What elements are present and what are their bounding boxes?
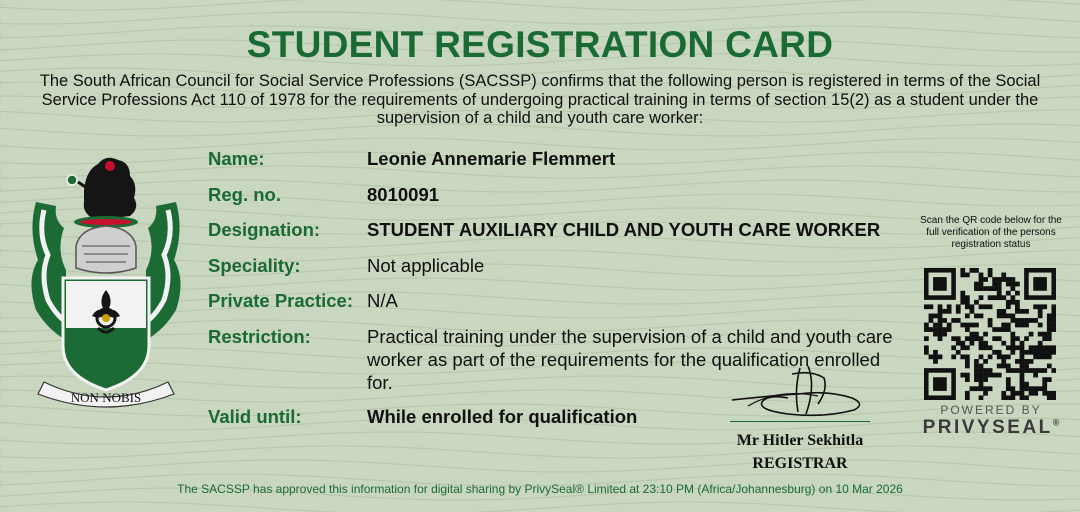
speciality-value: Not applicable: [367, 255, 485, 276]
powered-by-label: POWERED BY: [940, 403, 1042, 417]
speciality-label: Speciality:: [208, 255, 301, 276]
sacssp-crest: [26, 150, 186, 412]
private-practice-value: N/A: [367, 290, 398, 311]
valid-until-value: While enrolled for qualification: [367, 406, 638, 427]
designation-value: STUDENT AUXILIARY CHILD AND YOUTH CARE WORKER: [367, 219, 881, 240]
restriction-value: Practical training under the supervision of a child and youth care worker as part of the requirements for the qualification enrolled for.: [367, 326, 893, 393]
privyseal-logo: [918, 417, 1064, 439]
signature-line: [730, 421, 870, 422]
intro-statement: The South African Council for Social Service Professions (SACSSP) confirms that the following person is registered in terms of the Social Service Professions Act 110 of 1978 for the requirements of undergoing practical training in terms of section 15(2) as a student under the supervision of a child and youth care worker:: [39, 72, 1041, 127]
verification-qr-code[interactable]: [924, 268, 1056, 400]
restriction-label: Restriction:: [208, 326, 311, 347]
registrar-signature: [728, 360, 873, 422]
approval-footer: The SACSSP has approved this information for digital sharing by PrivySeal® Limited at 23:10 PM (Africa/Johannesburg) on 10 Mar 2026: [177, 482, 903, 496]
reg-no-label: Reg. no.: [208, 184, 281, 205]
registrar-title: REGISTRAR: [752, 455, 848, 472]
reg-no-value: 8010091: [367, 184, 440, 205]
name-value: Leonie Annemarie Flemmert: [367, 148, 616, 169]
valid-until-label: Valid until:: [208, 406, 302, 427]
crest-motto: NON NOBIS: [70, 390, 142, 405]
privyseal-wordmark: PRIVYSEAL: [922, 417, 1053, 438]
name-label: Name:: [208, 148, 265, 169]
registered-mark: ®: [1052, 417, 1060, 428]
designation-label: Designation:: [208, 219, 321, 240]
private-practice-label: Private Practice:: [208, 290, 354, 311]
card-title: STUDENT REGISTRATION CARD: [246, 24, 834, 65]
registrar-name: Mr Hitler Sekhitla: [736, 432, 864, 449]
qr-instructions: Scan the QR code below for the full verification of the persons registration status: [920, 215, 1062, 250]
